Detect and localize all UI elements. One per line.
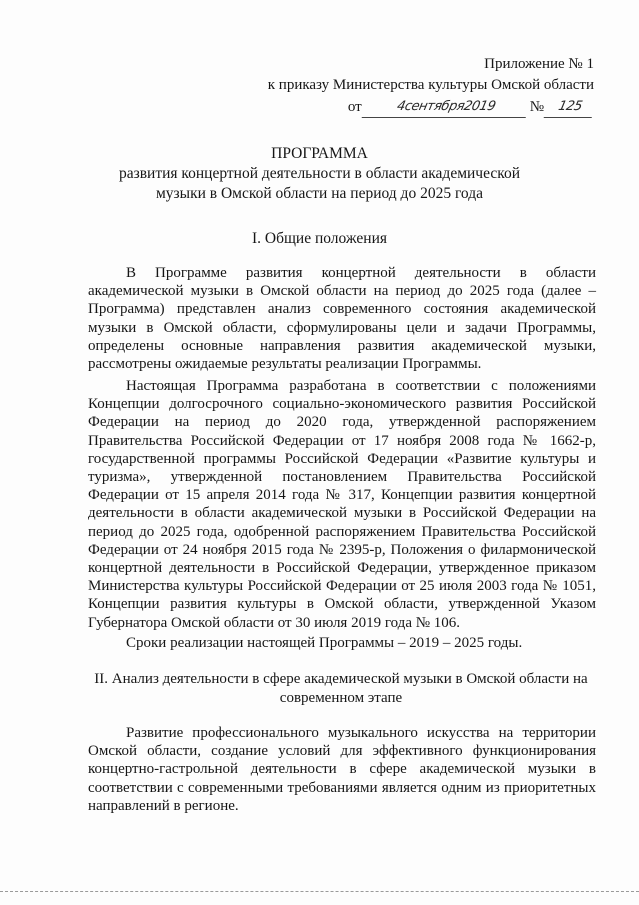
from-prefix: от bbox=[347, 99, 362, 115]
order-date-number-line bbox=[268, 96, 594, 118]
title-line-3: музыки в Омской области на период до 2025 года bbox=[156, 185, 483, 202]
paragraph-text: Сроки реализации настоящей Программы – 2019 – 2025 годы. bbox=[126, 635, 523, 651]
section-1-paragraph-1 bbox=[88, 264, 596, 373]
number-prefix: № bbox=[529, 99, 544, 115]
handwritten-date: 4сентября2019 bbox=[361, 96, 530, 118]
handwritten-number: 125 bbox=[544, 96, 597, 118]
paragraph-text: Развитие профессионального музыкального искусства на территории Омской области, создание условий для эффективного функционирования концертно-гастрольной деятельности в сфере академической музыки в соответствии с современными требованиями является одним из приоритетных направлений в регионе. bbox=[88, 725, 596, 814]
section-1-paragraph-2 bbox=[88, 377, 596, 632]
section-1-heading: I. Общие положения bbox=[251, 230, 388, 247]
section-1-paragraph-3 bbox=[88, 634, 596, 652]
title-line-2: развития концертной деятельности в области академической bbox=[118, 165, 521, 182]
section-2-paragraph-1 bbox=[88, 724, 596, 815]
appendix-order-reference: к приказу Министерства культуры Омской области bbox=[267, 77, 594, 93]
document-title bbox=[0, 144, 639, 204]
section-2-heading: II. Анализ деятельности в сфере академической музыки в Омской области на современном этапе bbox=[94, 671, 588, 706]
appendix-number: Приложение № 1 bbox=[484, 56, 594, 72]
page-bottom-edge bbox=[0, 891, 639, 893]
paragraph-text: Настоящая Программа разработана в соответствии с положениями Концепции долгосрочного социально-экономического развития Российской Федерации на период до 2020 года, утвержденной распоряжением Правительства Российской Федерации от 17 ноября 2008 года № 1662-р, государственной программы Российской Федерации «Развитие культуры и туризма», утвержденной постановлением Правительства Российской Федерации от 15 апреля 2014 года № 317, Концепции развития концертной деятельности в области академической музыки в Российской Федерации на период до 2025 года, одобренной распоряжением Правительства Российской Федерации от 24 ноября 2015 года № 2395-р, Положения о филармонической концертной деятельности в Российской Федерации, утвержденное приказом Министерства культуры Российской Федерации от 25 июля 2003 года № 1051, Концепции развития культуры в Омской области, утвержденной Указом Губернатора Омской области от 30 июля 2019 года № 106. bbox=[88, 378, 596, 631]
appendix-header bbox=[268, 54, 594, 118]
title-main: ПРОГРАММА bbox=[271, 145, 368, 162]
paragraph-text: В Программе развития концертной деятельности в области академической музыки в Омской области на период до 2025 года (далее – Программа) представлен анализ современного состояния академической музыки в Омской области, сформулированы цели и задачи Программы, определены основные направления развития академической музыки, рассмотрены ожидаемые результаты реализации Программы. bbox=[88, 265, 596, 373]
